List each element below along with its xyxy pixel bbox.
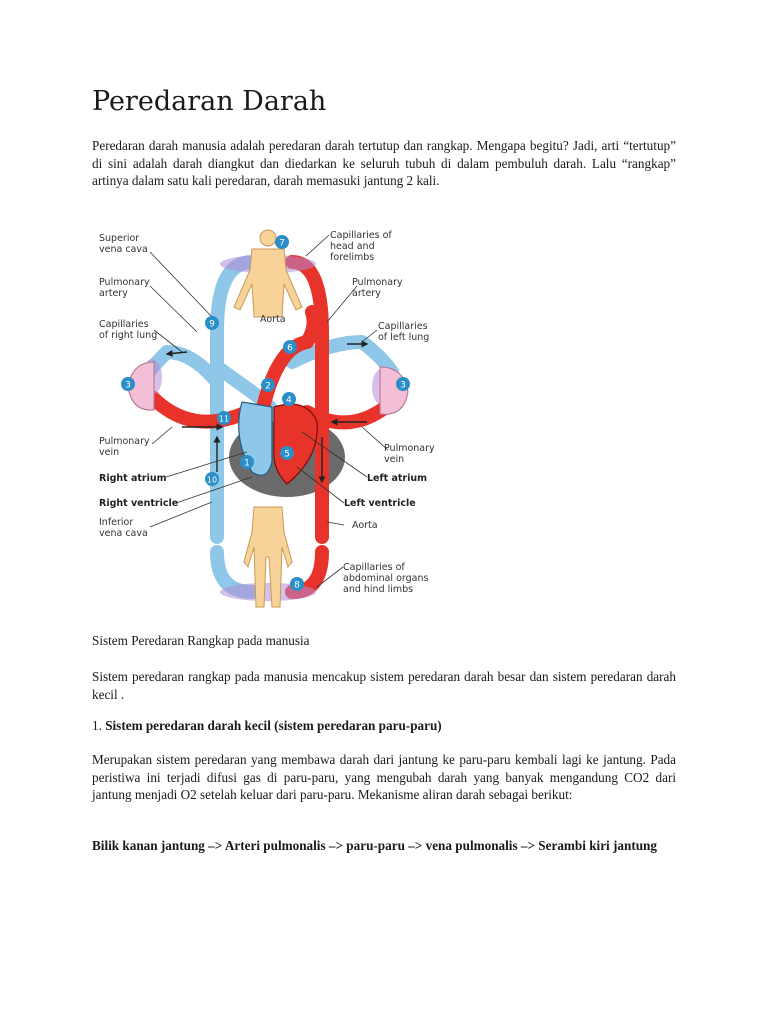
- step-label: 2: [265, 381, 271, 392]
- step-marker: [282, 392, 296, 406]
- label-aorta-bottom: Aorta: [352, 520, 378, 531]
- label-inferior-vena-cava: Inferior vena cava: [99, 517, 148, 539]
- label-right-ventricle: Right ventricle: [99, 498, 179, 509]
- line-pulmonary-artery-l: [150, 286, 197, 332]
- step-marker: [121, 377, 135, 391]
- step-label: 4: [286, 395, 292, 406]
- step-marker: [205, 472, 219, 486]
- label-capillaries-left-lung: Capillaries of left lung: [378, 321, 430, 343]
- step-label: 9: [209, 319, 215, 330]
- figure-caption: Sistem Peredaran Rangkap pada manusia: [92, 633, 310, 648]
- step-label: 1: [244, 458, 250, 469]
- step-label: 8: [294, 580, 300, 591]
- step-label: 10: [206, 475, 218, 485]
- pulmonary-vein-right: [152, 397, 247, 422]
- step-label: 11: [218, 414, 230, 424]
- step-marker: [205, 316, 219, 330]
- step-label: 3: [125, 380, 131, 391]
- vena-cava-loop: [217, 262, 252, 537]
- line-capillaries-head: [306, 235, 329, 256]
- label-pulmonary-artery-left: Pulmonary artery: [99, 277, 150, 299]
- step-marker: [283, 340, 297, 354]
- step-marker: [396, 377, 410, 391]
- paragraph-pulmonary: Merupakan sistem peredaran yang membawa darah dari jantung ke paru-paru kembali lagi ke jantung. Pada peristiwa ini terjadi difusi gas di paru-paru, yang mengubah darah yang banyak mengandung CO2 dari jantung menjadi O2 setelah keluar dari paru-paru. Mekanisme aliran darah sebagai berikut:: [92, 752, 676, 803]
- label-right-atrium: Right atrium: [99, 473, 167, 484]
- step-marker: [240, 455, 254, 469]
- step-label: 3: [400, 380, 406, 391]
- head: [260, 230, 276, 246]
- label-capillaries-right-lung: Capillaries of right lung: [99, 319, 158, 341]
- step-marker: [280, 446, 294, 460]
- label-aorta-top: Aorta: [260, 314, 286, 325]
- step-label: 7: [279, 238, 285, 249]
- circulation-diagram: [92, 222, 442, 618]
- label-capillaries-abdominal: Capillaries of abdominal organs and hind limbs: [343, 562, 429, 595]
- line-pulmonary-vein-l: [152, 427, 172, 444]
- line-aorta-bottom: [327, 522, 344, 525]
- page-title: Peredaran Darah: [92, 86, 327, 117]
- blood-flow-sequence: Bilik kanan jantung –> Arteri pulmonalis –> paru-paru –> vena pulmonalis –> Serambi kiri jantung: [92, 838, 657, 853]
- heading-number: 1.: [92, 718, 106, 733]
- paragraph-double-circulation: Sistem peredaran rangkap pada manusia mencakup sistem peredaran darah besar dan sistem peredaran darah kecil .: [92, 669, 676, 702]
- step-marker: [261, 378, 275, 392]
- step-label: 6: [287, 343, 293, 354]
- step-label: 5: [284, 449, 290, 460]
- upper-body-figure: [234, 230, 302, 317]
- label-superior-vena-cava: Superior vena cava: [99, 233, 148, 255]
- label-left-atrium: Left atrium: [367, 473, 428, 484]
- heading-text: Sistem peredaran darah kecil (sistem peredaran paru-paru): [105, 718, 442, 733]
- label-pulmonary-vein-right: Pulmonary vein: [384, 443, 435, 465]
- label-pulmonary-artery-right: Pulmonary artery: [352, 277, 403, 299]
- label-left-ventricle: Left ventricle: [344, 498, 416, 509]
- label-capillaries-head: Capillaries of head and forelimbs: [330, 230, 392, 263]
- line-superior-vena-cava: [150, 252, 212, 317]
- step-marker: [290, 577, 304, 591]
- intro-paragraph: Peredaran darah manusia adalah peredaran darah tertutup dan rangkap. Mengapa begitu? Jadi, arti “tertutup” di sini adalah darah diangkut dan diedarkan ke seluruh tubuh di dalam pembuluh darah. Lalu “rangkap” artinya dalam satu kali peredaran, darah memasuki jantung 2 kali.: [92, 138, 676, 189]
- step-marker: [217, 411, 231, 425]
- step-marker: [275, 235, 289, 249]
- section-heading-small-circulation: [92, 717, 676, 735]
- label-pulmonary-vein-left: Pulmonary vein: [99, 436, 150, 458]
